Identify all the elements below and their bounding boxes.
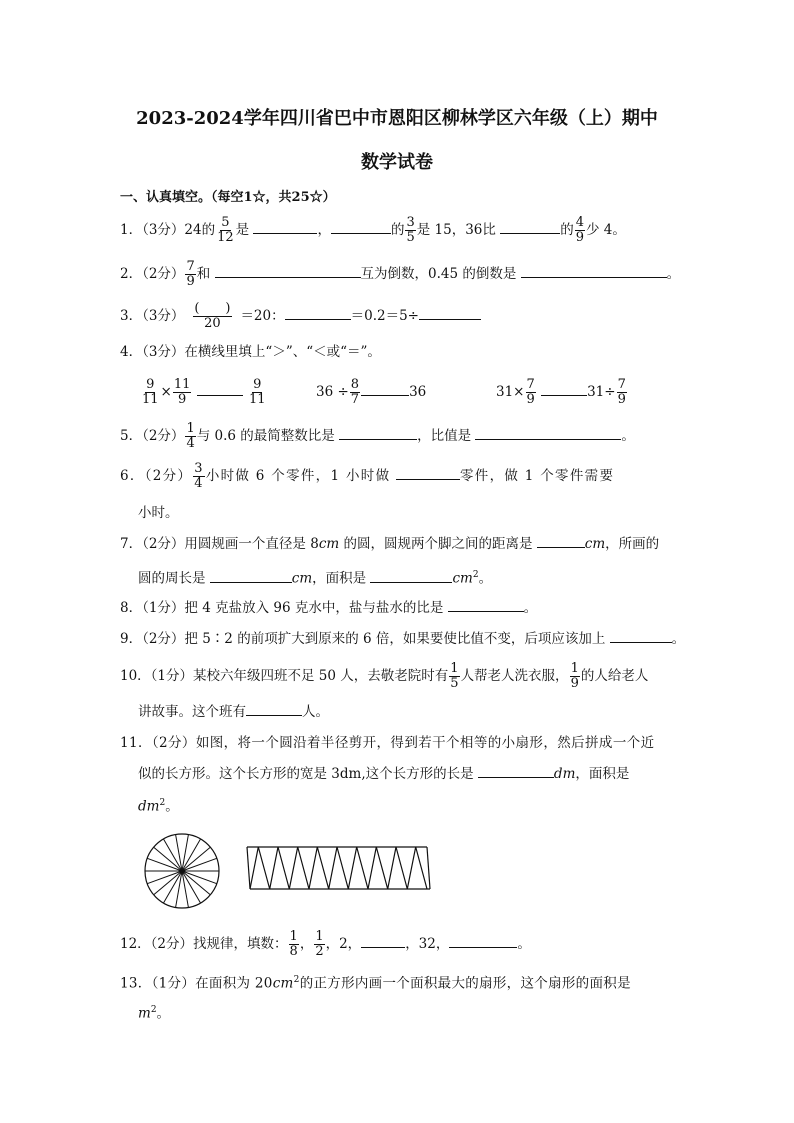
question-7: 7．（2分）用圆规画一个直径是 8cm 的圆，圆规两个脚之间的距离是 cm，所画的	[120, 533, 659, 554]
answer-blank[interactable]	[370, 568, 452, 583]
question-9: 9．（2分）把 5∶2 的前项扩大到原来的 6 倍，如果要使比值不变，后项应该加上 。	[120, 628, 685, 649]
answer-blank[interactable]	[215, 263, 361, 278]
answer-blank[interactable]	[537, 533, 585, 548]
question-2: 2．（2分） $\frac{7}{9}$ 和 互为倒数，0.45 的倒数是 。	[120, 259, 681, 289]
question-11-cont2: $dm^2$。	[138, 798, 179, 815]
page-subtitle: 数学试卷	[361, 152, 433, 173]
question-11-cont: 似的长方形。这个长方形的宽是 3dm,这个长方形的长是 dm，面积是	[138, 763, 629, 784]
answer-blank[interactable]	[197, 381, 243, 396]
question-11: 11．（2分）如图，将一个圆沿着半径剪开，得到若干个相等的小扇形，然后拼成一个近	[120, 735, 655, 751]
question-4: 4．（3分）在横线里填上“＞”、“＜或“＝”。	[120, 344, 381, 360]
answer-blank[interactable]	[396, 465, 460, 480]
question-6-cont: 小时。	[138, 505, 179, 521]
circle-sectors-figure	[136, 833, 236, 911]
answer-blank[interactable]	[339, 425, 417, 440]
answer-blank[interactable]	[478, 763, 554, 778]
question-8: 8．（1分）把 4 克盐放入 96 克水中，盐与盐水的比是 。	[120, 597, 537, 618]
question-13-cont: $m^2$。	[138, 1005, 171, 1022]
page-title: 2023-2024学年四川省巴中市恩阳区柳林学区六年级（上）期中	[136, 108, 658, 129]
answer-blank[interactable]	[610, 628, 672, 643]
answer-blank[interactable]	[475, 425, 621, 440]
comparison-3: 31× $\frac{7}{9}$ 31÷ $\frac{7}{9}$	[496, 377, 626, 407]
answer-blank[interactable]	[541, 381, 587, 396]
question-10-cont: 讲故事。这个班有 人。	[138, 701, 329, 722]
question-1: 1．（3分）24的 $\frac{5}{12}$ 是 ， 的 $\frac{3}{5}$ 是 15，36比 的 $\frac{4}{9}$ 少 4。	[120, 215, 626, 245]
fraction: $\frac{5}{12}$	[217, 215, 234, 245]
answer-blank[interactable]	[500, 219, 560, 234]
question-12: 12．（2分）找规律，填数： $\frac{1}{8}$ ， $\frac{1}{2}$ ，2， ，32， 。	[120, 929, 531, 959]
question-13: 13．（1分）在面积为 $20cm^2$的正方形内画一个面积最大的扇形，这个扇形的面积是	[120, 975, 631, 992]
answer-blank[interactable]	[361, 381, 409, 396]
rearranged-rectangle-figure	[244, 845, 434, 893]
question-10: 10．（1分）某校六年级四班不足 50 人，去敬老院时有 $\frac{1}{5}$ 人帮老人洗衣服， $\frac{1}{9}$ 的人给老人	[120, 661, 649, 691]
answer-blank[interactable]	[331, 219, 391, 234]
answer-blank[interactable]	[361, 933, 405, 948]
answer-blank[interactable]	[285, 305, 351, 320]
question-3: 3．（3分） $\frac{( )}{20}$ ＝20： ＝0.2＝5÷	[120, 302, 481, 331]
answer-blank[interactable]	[253, 219, 317, 234]
answer-blank[interactable]	[449, 933, 517, 948]
answer-blank[interactable]	[521, 263, 667, 278]
comparison-1: $\frac{9}{11}$ × $\frac{11}{9}$ $\frac{9}{11}$	[142, 377, 266, 407]
question-6: 6．（2分） $\frac{3}{4}$ 小时做 6 个零件，1 小时做 零件，做 1 个零件需要	[120, 461, 615, 491]
comparison-2: 36 ÷ $\frac{8}{7}$ 36	[316, 377, 427, 407]
answer-blank[interactable]	[419, 305, 481, 320]
answer-blank[interactable]	[448, 597, 524, 612]
section-heading: 一、认真填空。（每空1☆，共25☆）	[120, 190, 336, 205]
answer-blank[interactable]	[210, 568, 292, 583]
answer-blank[interactable]	[246, 701, 302, 716]
question-7-cont: 圆的周长是 cm，面积是 $cm^2$。	[138, 565, 492, 589]
question-5: 5．（2分） $\frac{1}{4}$ 与 0.6 的最简整数比是 ，比值是 。	[120, 421, 635, 451]
